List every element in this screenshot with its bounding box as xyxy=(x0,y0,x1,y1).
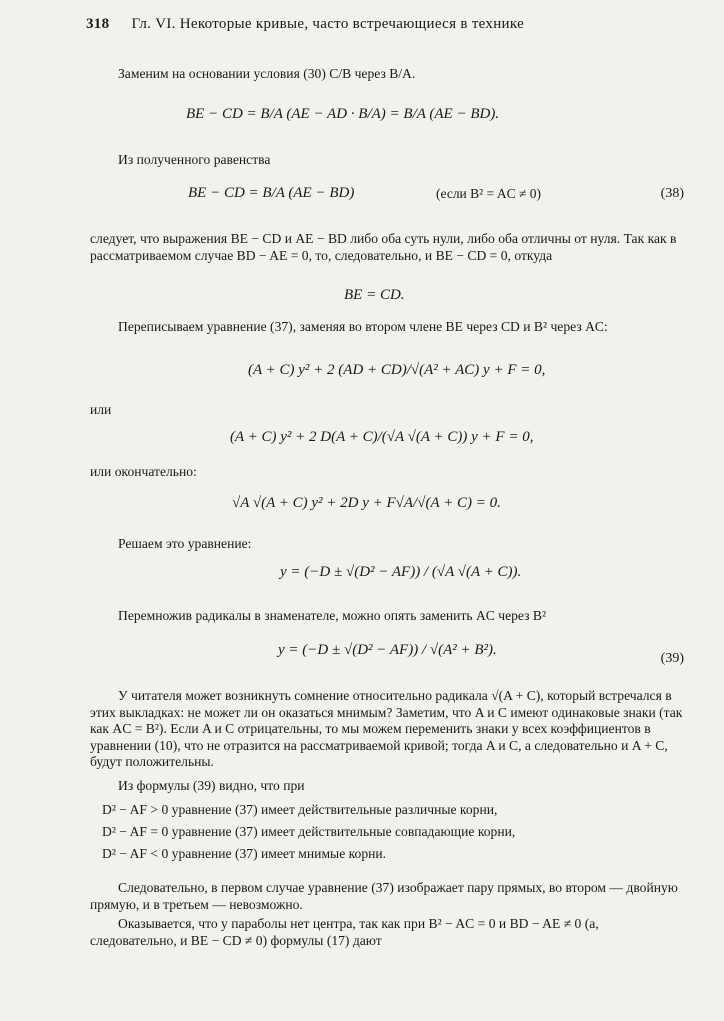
paragraph-3: следует, что выражения BE − CD и AE − BD либо оба суть нули, либо оба отличны от нуля. Так как в рассматриваемом случае BD − AE = 0, то, следовательно, и BE − CD = 0, откуда xyxy=(90,231,677,263)
equation-5: y = (−D ± √(D² − AF)) / (√A √(A + C)). xyxy=(280,564,522,580)
paragraph-11: Оказывается, что у параболы нет центра, так как при B² − AC = 0 и BD − AE ≠ 0 (а, следовательно, и BE − CD ≠ 0) формулы (17) дают xyxy=(90,916,599,948)
paragraph-7: Перемножив радикалы в знаменателе, можно опять заменить AC через B² xyxy=(118,608,547,623)
paragraph-1: Заменим на основании условия (30) C/B через B/A. xyxy=(118,66,416,81)
equation-4: √A √(A + C) y² + 2D y + F√A/√(A + C) = 0. xyxy=(232,495,501,511)
paragraph-6: Решаем это уравнение: xyxy=(118,536,252,551)
page-number: 318 xyxy=(86,16,110,32)
equation-38: BE − CD = B/A (AE − BD) xyxy=(188,185,355,201)
case-3: D² − AF < 0 уравнение (37) имеет мнимые корни. xyxy=(102,846,387,861)
paragraph-5: или окончательно: xyxy=(90,464,197,479)
equation-1: BE − CD = B/A (AE − AD · B/A) = B/A (AE − BD). xyxy=(186,106,500,122)
equation-be-cd: BE = CD. xyxy=(344,287,405,303)
paragraph-10: Следовательно, в первом случае уравнение (37) изображает пару прямых, во втором — двойную прямую, и в третьем — невозможно. xyxy=(90,880,678,912)
paragraph-2: Из полученного равенства xyxy=(118,152,271,167)
page-header xyxy=(86,16,684,33)
equation-39: y = (−D ± √(D² − AF)) / √(A² + B²). xyxy=(278,642,497,658)
case-2: D² − AF = 0 уравнение (37) имеет действительные совпадающие корни, xyxy=(102,824,516,839)
equation-3: (A + C) y² + 2 D(A + C)/(√A √(A + C)) y + F = 0, xyxy=(230,429,534,445)
equation-2: (A + C) y² + 2 (AD + CD)/√(A² + AC) y + F = 0, xyxy=(248,362,546,378)
chapter-title: Гл. VI. Некоторые кривые, часто встречающиеся в технике xyxy=(131,16,525,32)
paragraph-9: Из формулы (39) видно, что при xyxy=(118,778,305,793)
paragraph-8: У читателя может возникнуть сомнение относительно радикала √(A + C), который встречался в этих выкладках: не может ли он оказаться мнимым? Заметим, что A и C имеют одинаковые знаки (так как AC = B²). Если A и C отрицательны, то мы можем переменить знаки у всех коэффициентов в уравнении (10), что не отразится на рассматриваемой кривой; тогда A и C, а следовательно и A + C, будут положительны. xyxy=(90,688,683,769)
equation-38-condition: (если B² = AC ≠ 0) xyxy=(436,186,541,201)
paragraph-4: Переписываем уравнение (37), заменяя во втором члене BE через CD и B² через AC: xyxy=(118,319,608,334)
case-1: D² − AF > 0 уравнение (37) имеет действительные различные корни, xyxy=(102,802,498,817)
equation-39-tag: (39) xyxy=(660,651,684,666)
word-ili-1: или xyxy=(90,402,112,417)
equation-38-tag: (38) xyxy=(660,186,684,201)
